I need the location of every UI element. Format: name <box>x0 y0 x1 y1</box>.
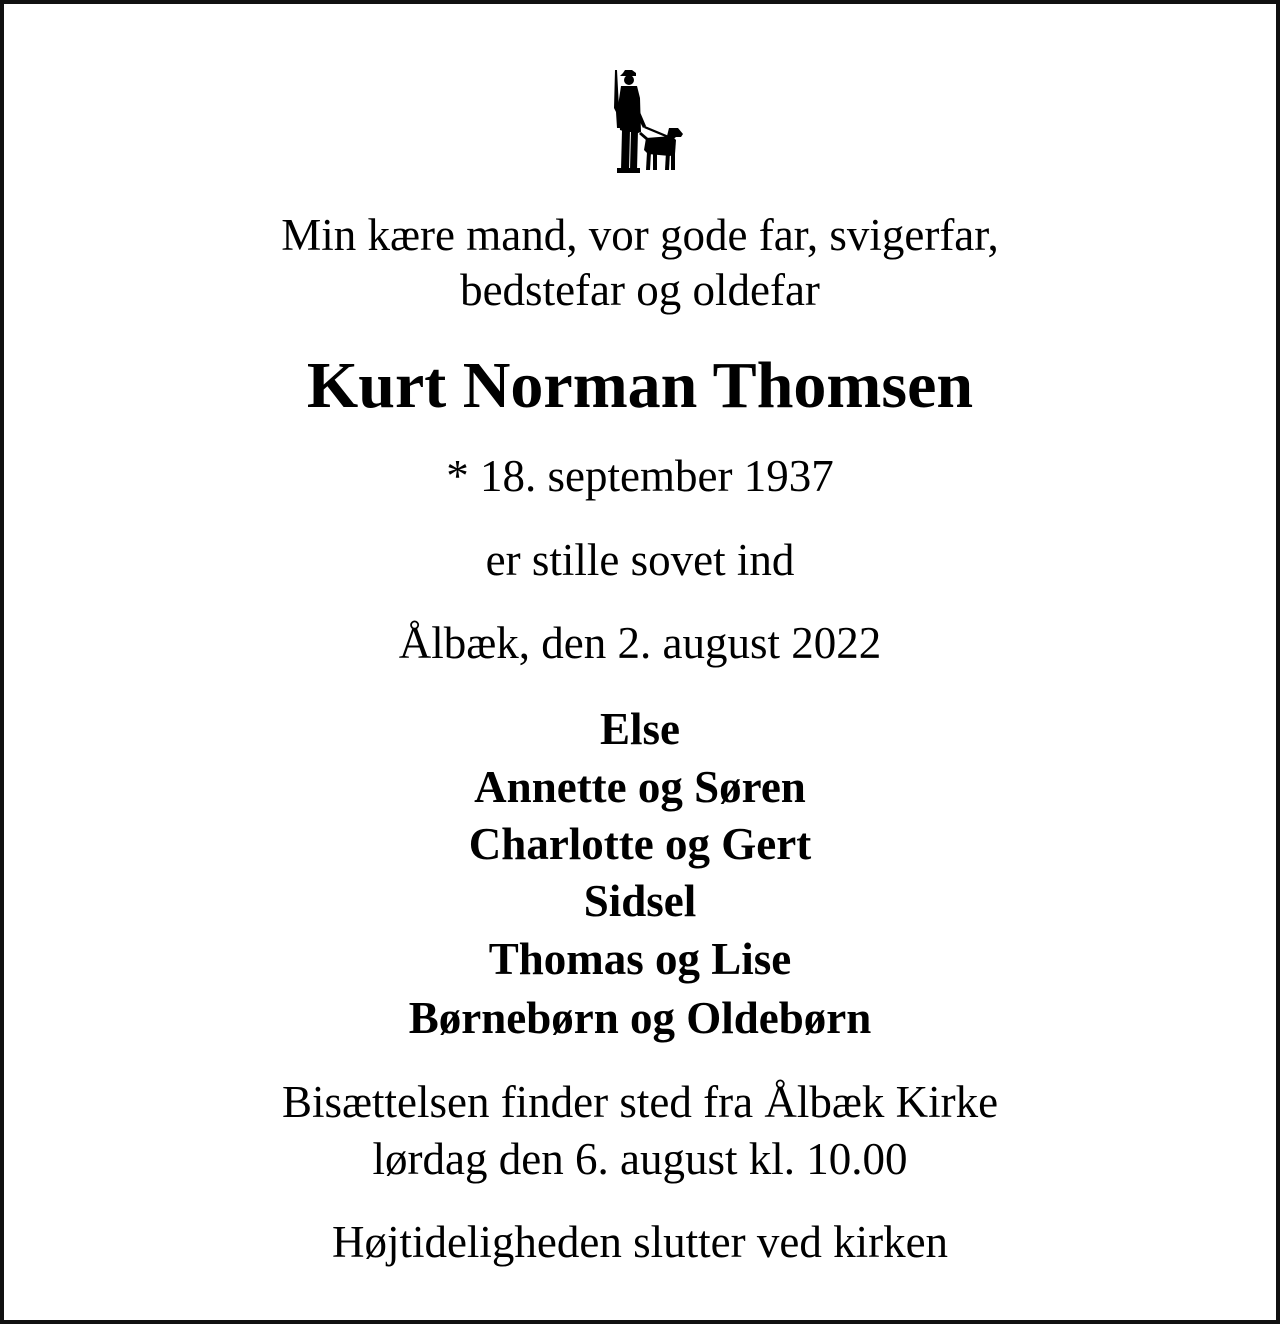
passed-text: er stille sovet ind <box>485 535 795 585</box>
family-member: Sidsel <box>583 876 697 926</box>
deceased-name: Kurt Norman Thomsen <box>306 349 974 422</box>
family-member: Charlotte og Gert <box>468 819 812 869</box>
closing-line: Højtideligheden slutter ved kirken <box>331 1217 949 1267</box>
hunter-with-dog-icon <box>606 66 684 176</box>
place-and-date: Ålbæk, den 2. august 2022 <box>398 618 882 668</box>
family-member: Annette og Søren <box>474 762 806 812</box>
birth-date: * 18. september 1937 <box>446 451 834 501</box>
family-member: Thomas og Lise <box>488 934 792 984</box>
service-line-1: Bisættelsen finder sted fra Ålbæk Kirke <box>281 1077 999 1127</box>
intro-line-2: bedstefar og oldefar <box>460 265 820 315</box>
service-line-2: lørdag den 6. august kl. 10.00 <box>372 1134 908 1184</box>
family-member: Else <box>599 704 680 754</box>
intro-line-1: Min kære mand, vor gode far, svigerfar, <box>281 210 999 260</box>
family-member: Børnebørn og Oldebørn <box>408 993 872 1043</box>
